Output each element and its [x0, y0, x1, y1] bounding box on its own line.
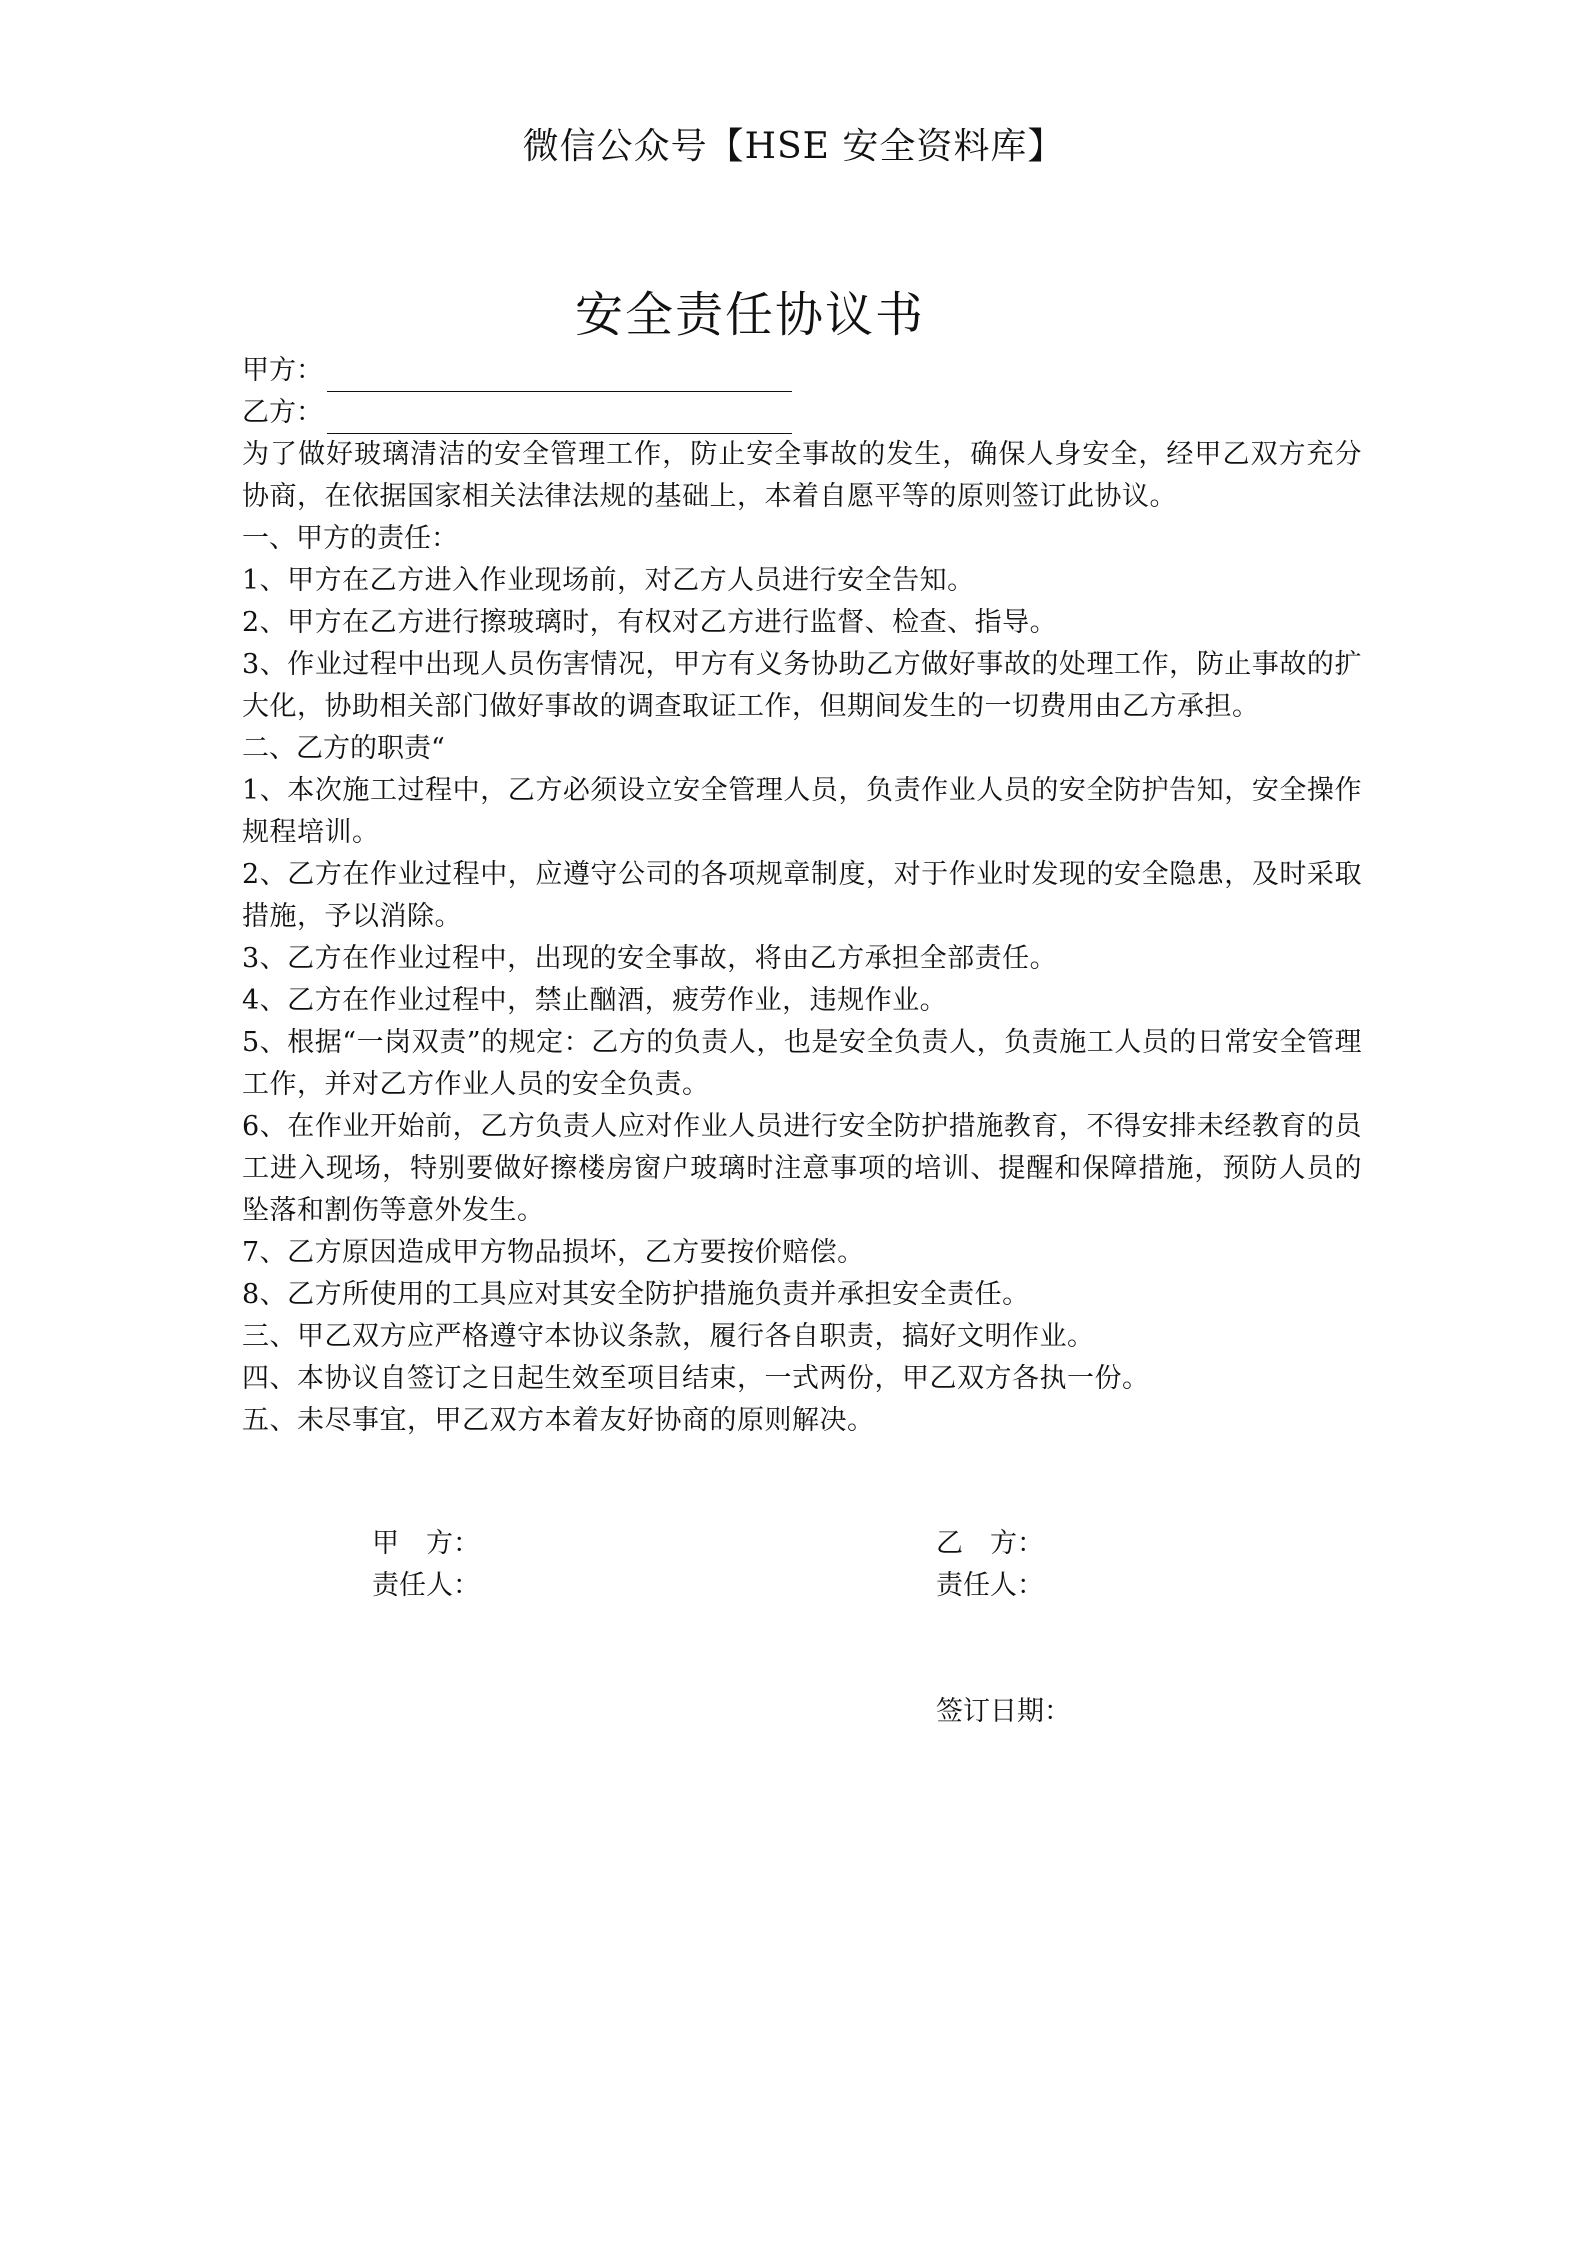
sign-date: 签订日期： — [936, 1696, 1071, 1727]
party-a-blank — [327, 361, 792, 392]
party-b-sign-label: 乙 方： — [936, 1528, 1044, 1559]
clause-3: 三、甲乙双方应严格遵守本协议条款，履行各自职责，搞好文明作业。 — [242, 1321, 1095, 1352]
clause-5: 五、未尽事宜，甲乙双方本着友好协商的原则解决。 — [242, 1405, 875, 1436]
section-1-heading: 一、甲方的责任： — [242, 523, 458, 554]
party-b-line — [242, 392, 1362, 434]
section-1-item: 3、作业过程中出现人员伤害情况，甲方有义务协助乙方做好事故的处理工作，防止事故的扩大化，协助相关部门做好事故的调查取证工作，但期间发生的一切费用由乙方承担。 — [242, 649, 1362, 722]
clause-4: 四、本协议自签订之日起生效至项目结束，一式两份，甲乙双方各执一份。 — [242, 1363, 1150, 1394]
section-1-item: 2、甲方在乙方进行擦玻璃时，有权对乙方进行监督、检查、指导。 — [242, 607, 1058, 638]
section-2-item: 2、乙方在作业过程中，应遵守公司的各项规章制度，对于作业时发现的安全隐患，及时采取措施，予以消除。 — [242, 859, 1362, 932]
section-2-item: 7、乙方原因造成甲方物品损坏，乙方要按价赔偿。 — [242, 1237, 865, 1268]
section-2-item: 3、乙方在作业过程中，出现的安全事故，将由乙方承担全部责任。 — [242, 943, 1058, 974]
section-2-item: 5、根据“一岗双责”的规定：乙方的负责人，也是安全负责人，负责施工人员的日常安全管理工作，并对乙方作业人员的安全负责。 — [242, 1027, 1362, 1100]
intro-paragraph: 为了做好玻璃清洁的安全管理工作，防止安全事故的发生，确保人身安全，经甲乙双方充分协商，在依据国家相关法律法规的基础上，本着自愿平等的原则签订此协议。 — [242, 439, 1362, 512]
party-a-signature — [372, 1523, 480, 1607]
section-2-item: 6、在作业开始前，乙方负责人应对作业人员进行安全防护措施教育，不得安排未经教育的员工进入现场，特别要做好擦楼房窗户玻璃时注意事项的培训、提醒和保障措施，预防人员的坠落和割伤等意外发生。 — [242, 1111, 1362, 1226]
party-a-label: 甲方： — [242, 355, 323, 386]
party-a-line — [242, 350, 1362, 392]
party-b-label: 乙方： — [242, 397, 323, 428]
section-2-item: 4、乙方在作业过程中，禁止酗酒，疲劳作业，违规作业。 — [242, 985, 948, 1016]
section-2-item: 1、本次施工过程中，乙方必须设立安全管理人员，负责作业人员的安全防护告知，安全操作规程培训。 — [242, 775, 1362, 848]
party-a-sign-label: 甲 方： — [372, 1528, 480, 1559]
page-header: 微信公众号【HSE 安全资料库】 — [522, 126, 1065, 167]
party-b-responsible-label: 责任人： — [936, 1570, 1044, 1601]
party-a-responsible-label: 责任人： — [372, 1570, 480, 1601]
section-1-item: 1、甲方在乙方进入作业现场前，对乙方人员进行安全告知。 — [242, 565, 975, 596]
section-2-item: 8、乙方所使用的工具应对其安全防护措施负责并承担安全责任。 — [242, 1279, 1030, 1310]
section-2-heading: 二、乙方的职责“ — [242, 733, 445, 764]
document-body — [242, 350, 1362, 1442]
document-title: 安全责任协议书 — [574, 287, 925, 343]
party-b-blank — [327, 403, 792, 434]
party-b-signature — [936, 1523, 1044, 1607]
